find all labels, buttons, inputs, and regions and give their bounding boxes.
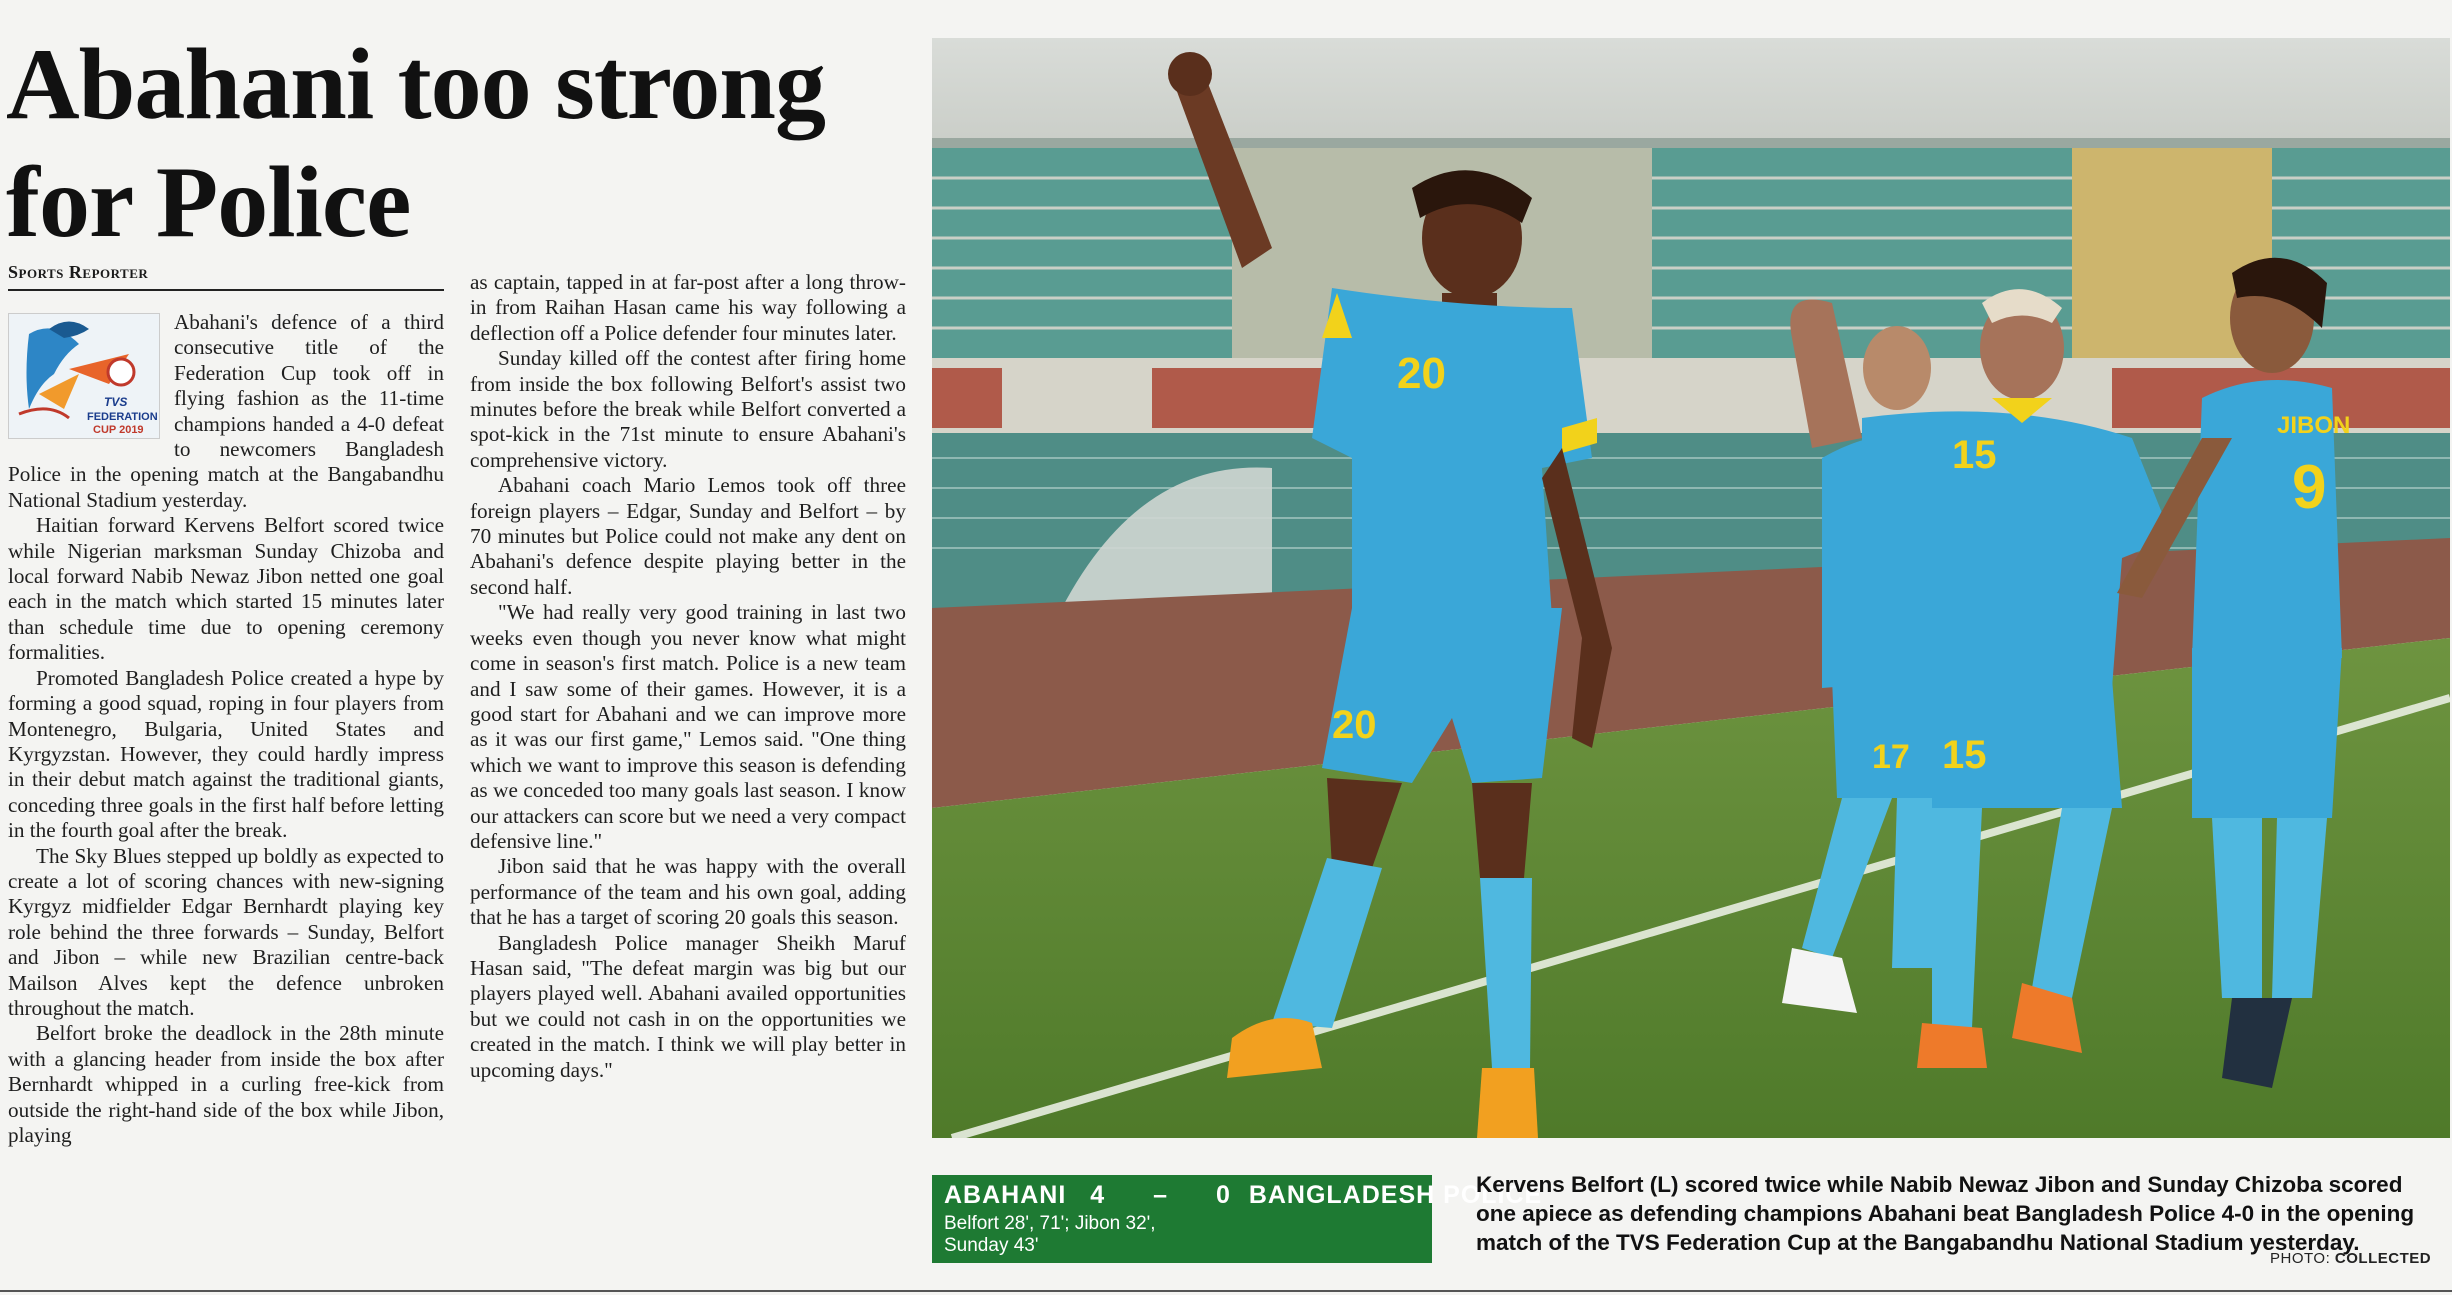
shorts-number: 17 bbox=[1872, 738, 1910, 776]
away-team: BANGLADESH POLICE bbox=[1248, 1181, 1543, 1209]
photo-caption: Kervens Belfort (L) scored twice while Nabib Newaz Jibon and Sunday Chizoba scored one apiece as defending champions Abahani beat Bangladesh Police 4-0 in the opening match of the TVS Federation Cup at the Bangabandhu National Stadium yesterday. bbox=[1476, 1172, 2415, 1255]
scorers-line-1: Belfort 28', 71'; Jibon 32', bbox=[944, 1213, 1156, 1234]
paragraph: Jibon said that he was happy with the overall performance of the team and his own goal, adding that he has a target of scoring 20 goals this season. bbox=[470, 854, 906, 930]
paragraph: Haitian forward Kervens Belfort scored twice while Nigerian marksman Sunday Chizoba and local forward Nabib Newaz Jibon netted one goal each in the match which started 15 minutes later than schedule time due to opening ceremony formalities. bbox=[8, 513, 444, 665]
paragraph: Belfort broke the deadlock in the 28th minute with a glancing header from inside the box after Bernhardt whipped in a curling free-kick from outside the right-hand side of the box while Jibon, playing bbox=[8, 1021, 444, 1147]
article-column-2 bbox=[470, 270, 906, 1270]
photo-credit bbox=[2270, 1250, 2431, 1267]
player-name: JIBON bbox=[2277, 412, 2351, 439]
federation-cup-logo bbox=[8, 313, 160, 439]
paragraph: Abahani's defence of a third consecutive title of the Federation Cup took off in flying fashion as the 11-time champions handed a 4-0 defeat to newcomers Bangladesh Police in the opening match at the Bangabandhu National Stadium yesterday. bbox=[8, 310, 444, 512]
shorts-number: 20 bbox=[1332, 703, 1377, 747]
home-score: 4 bbox=[1090, 1181, 1106, 1209]
paragraph: The Sky Blues stepped up boldly as expected to create a lot of scoring chances with new-signing Kyrgyz midfielder Edgar Bernhardt playing key role behind the three forwards – Sunday, Belfort and Jibon – while new Brazilian centre-back Mailson Alves kept the defence unbroken throughout the match. bbox=[8, 843, 444, 1020]
celebration-photo bbox=[932, 38, 2450, 1138]
headline bbox=[6, 26, 906, 262]
federation-cup-logo-graphic bbox=[9, 314, 159, 438]
article-column-1 bbox=[8, 310, 444, 1270]
paragraph: Sunday killed off the contest after firing home from inside the box following Belfort's assist two minutes before the break while Belfort converted a spot-kick in the 71st minute to ensure Abahani's comprehensive victory. bbox=[470, 346, 906, 472]
home-team: ABAHANI bbox=[944, 1181, 1067, 1209]
scorers-line-2: Sunday 43' bbox=[944, 1235, 1039, 1256]
byline: Sports Reporter bbox=[8, 262, 444, 291]
credit-label: PHOTO: bbox=[2270, 1250, 2331, 1267]
bottom-divider bbox=[0, 1290, 2452, 1292]
player-number: 20 bbox=[1397, 349, 1446, 398]
score-line bbox=[944, 1181, 1542, 1210]
paragraph: "We had really very good training in last two weeks even though you never know what might come in season's first match. Police is a new team and I saw some of their games. However, it is a good start for Abahani and we can improve more as it was our first game," Lemos said. "One thing which we want to improve this season is defending as we conceded too many goals last season. I know our attackers can score but we need a very compact defensive line." bbox=[470, 600, 906, 853]
scorers bbox=[944, 1213, 1156, 1257]
player-number: 15 bbox=[1952, 433, 1997, 477]
shorts-number: 15 bbox=[1942, 733, 1987, 777]
score-separator: – bbox=[1153, 1181, 1168, 1209]
credit-source: COLLECTED bbox=[2334, 1250, 2432, 1267]
away-score: 0 bbox=[1215, 1181, 1231, 1209]
match-photo bbox=[932, 38, 2450, 1138]
logo-line-1: FEDERATION bbox=[87, 411, 158, 423]
headline-line-1: Abahani too strong bbox=[6, 28, 825, 141]
paragraph: Bangladesh Police manager Sheikh Maruf Hasan said, "The defeat margin was big but our players played well. Abahani availed opportunities but we could not cash in on the opportunities we created in the match. I think we will play better in upcoming days." bbox=[470, 930, 906, 1082]
player-number: 9 bbox=[2292, 453, 2327, 522]
logo-brand: TVS bbox=[104, 395, 128, 409]
paragraph: as captain, tapped in at far-post after a long throw-in from Raihan Hasan came his way following a deflection off a Police defender four minutes later. bbox=[470, 270, 906, 345]
headline-line-2: for Police bbox=[6, 146, 411, 259]
scoreboard bbox=[932, 1175, 1543, 1263]
paragraph: Abahani coach Mario Lemos took off three foreign players – Edgar, Sunday and Belfort – by 70 minutes but Police could not make any dent on Abahani's defence despite playing better in the second half. bbox=[470, 473, 906, 599]
paragraph: Promoted Bangladesh Police created a hype by forming a good squad, roping in four players from Montenegro, Bulgaria, United States and Kyrgyzstan. However, they could hardly impress in their debut match against the traditional giants, conceding three goals in the first half before letting in the fourth goal after the break. bbox=[8, 665, 444, 843]
logo-line-2: CUP 2019 bbox=[93, 424, 144, 436]
